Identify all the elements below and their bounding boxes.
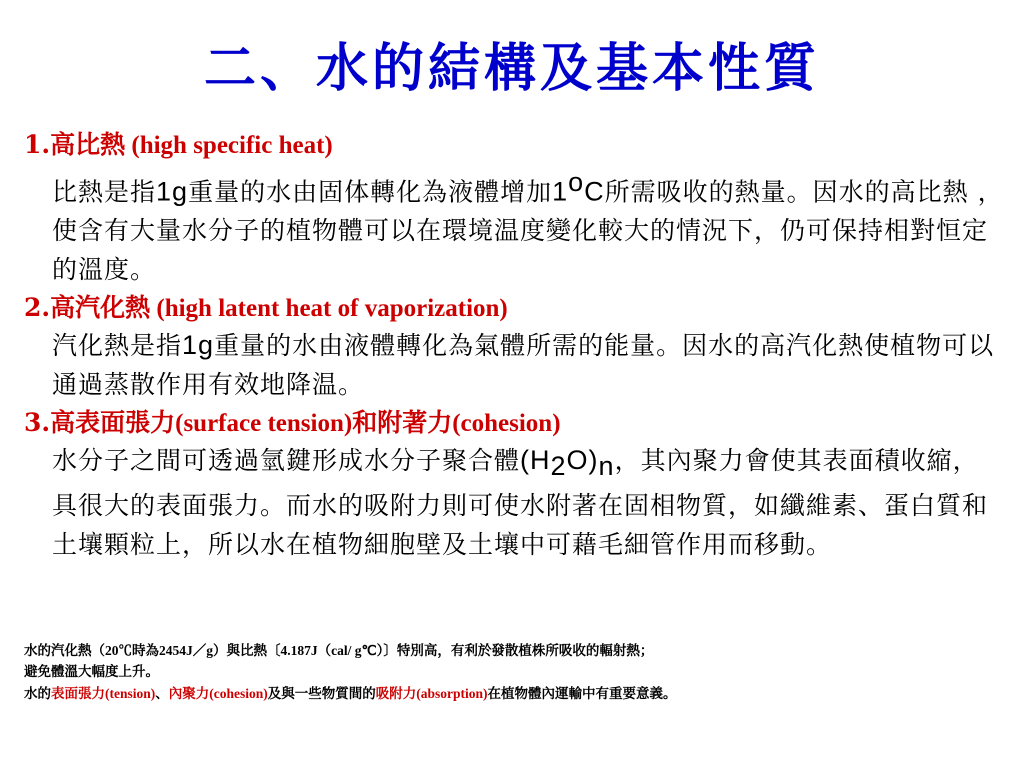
body-text: ，其內聚力會使其表面積收縮，具很大的表面張力。而水的吸附力則可使水附著在固相物質，如纖維素、蛋白質和土壤顆粒上，所以水在植物細胞壁及土壤中可藉毛細管作用而移動。 <box>52 446 989 560</box>
heading-chinese: 高比熱 <box>50 130 126 159</box>
heading-english: (surface tension) <box>175 410 353 438</box>
temperature-unit: C <box>584 176 605 207</box>
body-quantity: 1g <box>156 176 189 207</box>
body-text: 重量的水由液體轉化為氣體所需的能量。因水的高汽化熱使植物可以通過蒸散作用有效地降温。 <box>52 331 995 400</box>
section-body <box>52 163 1004 289</box>
heading-chinese: 高汽化熱 <box>50 293 151 323</box>
section-heading <box>24 291 1004 326</box>
section-body <box>52 326 1004 404</box>
section-surface-tension <box>24 406 1004 564</box>
section-heading <box>24 406 1004 441</box>
heading-english: (high specific heat) <box>125 132 333 159</box>
note-term: (tension) <box>105 686 156 701</box>
note-text: 及與一些物質間的 <box>267 686 376 702</box>
footnote-line: 避免體溫大幅度上升。 <box>24 664 159 680</box>
note-text: 在植物體內運輸中有重要意義。 <box>487 686 677 702</box>
body-text: 比熱是指 <box>52 177 157 207</box>
note-term: 內聚力 <box>168 686 210 702</box>
note-text: ）與比熱〔 <box>213 643 281 659</box>
section-heading <box>24 128 1004 163</box>
note-text: 、 <box>155 686 169 702</box>
body-text: 重量的水由固体轉化為液體增加 <box>188 177 553 207</box>
degree-mark: o <box>568 167 585 197</box>
section-body <box>52 441 1004 564</box>
note-term: (absorption) <box>416 686 488 701</box>
slide-title: 二、水的結構及基本性質 <box>203 38 820 99</box>
note-text: 水的 <box>24 686 51 702</box>
footnotes <box>24 640 1004 705</box>
heading-english: (high latent heat of vaporization) <box>150 295 508 323</box>
body-text: 所需吸收的熱量。因水的高比熱 ，使含有大量水分子的植物體可以在環境温度變化較大的情況下，仍可保持相對恒定的溫度。 <box>52 177 1004 285</box>
body-text: 汽化熱是指 <box>52 331 183 361</box>
note-text: 水的汽化熱（ <box>24 643 105 659</box>
body-temperature-value: 1 <box>552 176 569 207</box>
formula-part: (H <box>520 445 551 476</box>
note-value: 20℃時為2454J／g <box>105 643 213 658</box>
formula-subscript: 2 <box>550 451 567 482</box>
section-high-specific-heat <box>24 128 1004 289</box>
heading-english: (cohesion) <box>452 410 561 438</box>
section-high-latent-heat <box>24 291 1004 404</box>
note-value: 4.187J（cal/ g℃） <box>280 643 384 658</box>
note-term: (cohesion) <box>209 686 268 701</box>
section-number: 1. <box>24 130 51 159</box>
section-number: 2. <box>24 293 51 323</box>
heading-chinese: 高表面張力 <box>50 408 176 438</box>
note-term: 表面張力 <box>51 686 105 702</box>
footnote-line <box>24 640 1004 662</box>
footnote-line <box>24 683 1004 705</box>
content-area <box>24 128 1004 566</box>
body-quantity: 1g <box>182 330 215 361</box>
note-term: 吸附力 <box>375 686 417 702</box>
formula-subscript: n <box>598 451 615 482</box>
body-text: 水分子之間可透過氫鍵形成水分子聚合體 <box>52 446 521 476</box>
formula-part: O) <box>566 445 599 476</box>
note-text: 〕特別高，有利於發散植株所吸收的輻射熱； <box>383 643 654 659</box>
section-number: 3. <box>24 408 51 438</box>
heading-chinese: 和附著力 <box>352 408 453 438</box>
